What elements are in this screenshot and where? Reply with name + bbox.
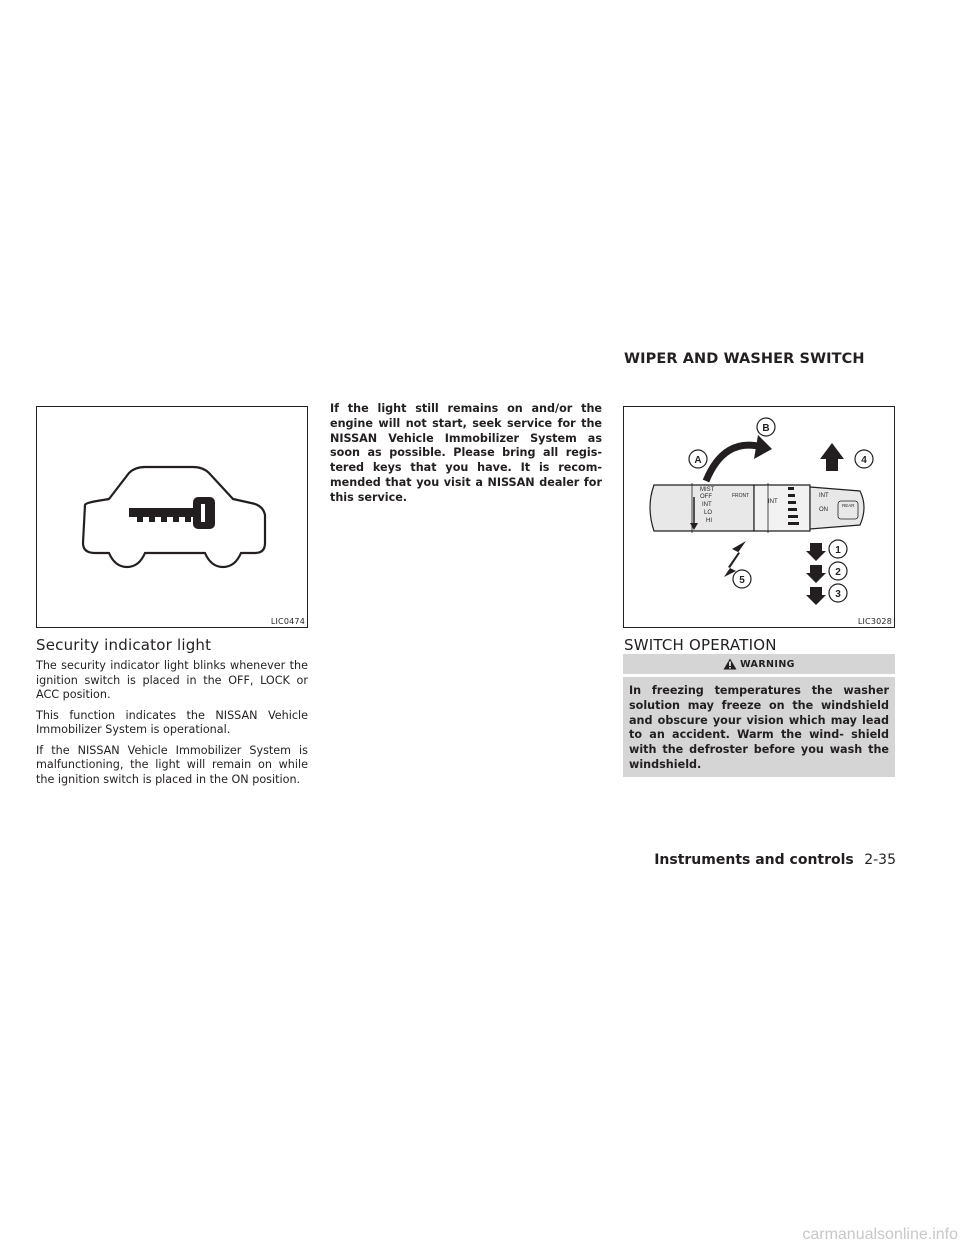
warning-triangle-icon [723, 658, 737, 670]
watermark-graphic [0, 1224, 960, 1242]
paragraph: The security indicator light blinks whenever the ignition switch is placed in the OFF, LOCK or ACC position. [36, 659, 308, 701]
warning-label: WARNING [740, 658, 795, 670]
label-2: 2 [835, 567, 841, 578]
watermark-text: carmanualsonline.info [802, 1226, 958, 1242]
mist-label: MIST [700, 487, 715, 493]
warning-body: In freezing temperatures the washer solution may freeze on the windshield and obscure your vision which may lead to an accident. Warm the wind- shield with the defroster before you wash the windshield. [623, 677, 895, 777]
warning-header [623, 654, 895, 674]
label-1: 1 [835, 545, 841, 556]
wiper-switch-figure [623, 406, 895, 628]
label-5: 5 [739, 575, 745, 586]
rear-label: REAR [842, 503, 855, 508]
lo-label: LO [704, 510, 713, 516]
figure-code: LIC3028 [857, 617, 892, 626]
wiper-switch-illustration [624, 407, 894, 627]
paragraph: This function indicates the NISSAN Vehicle Immobilizer System is operational. [36, 708, 308, 736]
int-label: INT [702, 502, 712, 508]
hi-label: HI [706, 518, 712, 524]
label-a: A [694, 455, 702, 466]
paragraph: If the NISSAN Vehicle Immobilizer System is malfunctioning, the light will remain on while the ignition switch is placed in the ON position. [36, 743, 308, 786]
car-key-illustration [37, 407, 307, 627]
section-title: WIPER AND WASHER SWITCH [624, 351, 865, 367]
off-label: OFF [700, 494, 712, 500]
service-notice: If the light still remains on and/or the engine will not start, seek service for the NISSAN Vehicle Immobilizer System as soon as possible. Please bring all regis- tered keys that you have. It is recom- mended that you visit a NISSAN dealer for this service. [330, 402, 602, 504]
label-4: 4 [861, 455, 867, 466]
security-light-figure [36, 406, 308, 628]
security-light-body [36, 659, 308, 793]
switch-operation-heading: SWITCH OPERATION [624, 636, 777, 654]
page-number: 2-35 [864, 852, 896, 868]
on-label: ON [819, 507, 828, 513]
figure-code: LIC0474 [270, 617, 305, 626]
int3-label: INT [819, 493, 829, 499]
key-icon [129, 497, 215, 529]
int2-label: INT [768, 499, 778, 505]
front-label: FRONT [732, 493, 750, 499]
page-footer [654, 852, 896, 868]
watermark [0, 1224, 960, 1242]
security-light-heading: Security indicator light [36, 636, 212, 654]
label-b: B [762, 423, 770, 434]
chapter-title: Instruments and controls [654, 852, 854, 868]
label-3: 3 [835, 589, 841, 600]
